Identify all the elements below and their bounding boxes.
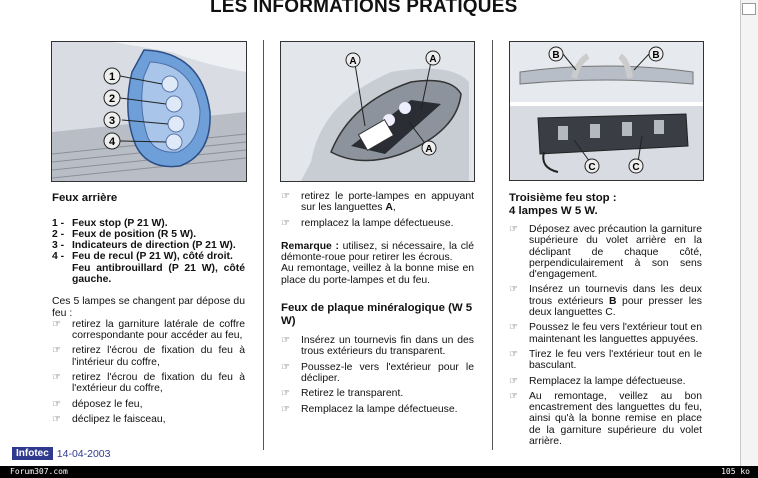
callout-a	[346, 53, 360, 67]
pointing-hand-icon: ☞	[52, 413, 61, 425]
list-item: Feu antibrouillard (P 21 W), côté gauche.	[72, 262, 245, 285]
svg-text:3: 3	[108, 115, 116, 127]
list-item: ☞ Poussez le feu vers l'extérieur tout en maintenant les languettes appuyées.	[509, 322, 702, 345]
list-item: ☞ Remplacez la lampe défectueuse.	[281, 403, 458, 415]
section-title: Feux de plaque minéralogique (W 5 W)	[281, 302, 473, 327]
svg-text:2: 2	[108, 93, 116, 105]
pointing-hand-icon: ☞	[281, 388, 290, 400]
page-edge	[740, 0, 758, 466]
list-item: ☞ Déposez avec précaution la garniture supérieure du volet arrière en la déclipant de chaque côté, perpendiculairement à son sens d'engagement.	[509, 224, 702, 281]
svg-text:B: B	[552, 50, 560, 61]
list-item: ☞ déposez le feu,	[52, 398, 143, 410]
page-title: LES INFORMATIONS PRATIQUES	[210, 0, 518, 17]
callout-2	[104, 90, 120, 106]
column-third-stop-light	[509, 192, 702, 451]
list-item: ☞ Au remontage, veillez au bon encastrement des languettes du feu, ainsi qu'à la bonne remise en place de la garniture supérieure du volet arrière.	[509, 390, 702, 448]
section-title: Troisième feu stop : 4 lampes W 5 W.	[509, 192, 617, 217]
infotec-footer	[12, 447, 111, 460]
pointing-hand-icon: ☞	[509, 375, 518, 387]
list-item: ☞ retirez l'écrou de fixation du feu à l'intérieur du coffre,	[52, 345, 245, 368]
remount-text: Au remontage, veillez à la bonne mise en place du porte-lampes et du feu.	[281, 263, 474, 286]
svg-text:4: 4	[108, 136, 116, 148]
list-item: 3 - Indicateurs de direction (P 21 W).	[52, 240, 236, 252]
pointing-hand-icon: ☞	[509, 348, 518, 360]
column-lamp-holder	[281, 191, 474, 419]
section-title: Feux arrière	[52, 192, 118, 204]
callout-a	[422, 141, 436, 155]
list-item: ☞ Insérez un tournevis fin dans un des trous extérieurs du transparent.	[281, 335, 474, 358]
column-divider	[263, 40, 264, 450]
steps-list	[509, 224, 702, 447]
intro-text: Ces 5 lampes se changent par dépose du feu :	[52, 296, 245, 319]
callout-c	[629, 159, 643, 173]
pointing-hand-icon: ☞	[52, 398, 61, 410]
list-item: 1 - Feux stop (P 21 W).	[52, 217, 168, 229]
list-item: ☞ déclipez le faisceau,	[52, 413, 166, 425]
svg-text:A: A	[429, 54, 437, 65]
callout-b	[649, 47, 663, 61]
site-label: Forum307.com	[10, 467, 68, 476]
callout-a	[426, 51, 440, 65]
steps-list	[281, 335, 474, 415]
remark-text: Remarque : utilisez, si nécessaire, la clé démonte-roue pour retirer les écrous.	[281, 240, 474, 264]
list-item: 2 - Feux de position (R 5 W).	[52, 228, 197, 240]
svg-text:A: A	[349, 56, 357, 67]
pointing-hand-icon: ☞	[281, 361, 290, 373]
lamp-list	[52, 218, 245, 286]
svg-text:C: C	[632, 162, 640, 173]
list-item: ☞ remplacez la lampe défectueuse.	[281, 217, 454, 229]
pointing-hand-icon: ☞	[52, 318, 61, 330]
list-item: ☞ Tirez le feu vers l'extérieur tout en le basculant.	[509, 348, 702, 372]
callout-b	[549, 47, 563, 61]
svg-text:1: 1	[108, 71, 116, 83]
pointing-hand-icon: ☞	[509, 284, 518, 296]
pointing-hand-icon: ☞	[52, 372, 61, 384]
column-divider	[492, 40, 493, 450]
bottom-status-bar	[0, 466, 758, 478]
callout-3	[104, 112, 120, 128]
list-item: ☞ Retirez le transparent.	[281, 388, 404, 400]
pointing-hand-icon: ☞	[509, 322, 518, 334]
pointing-hand-icon: ☞	[509, 224, 518, 235]
svg-text:C: C	[588, 162, 596, 173]
file-size: 105 ko	[721, 467, 750, 476]
stop-light-image	[509, 41, 704, 181]
pointing-hand-icon: ☞	[281, 191, 290, 202]
pointing-hand-icon: ☞	[52, 345, 61, 357]
lamp-holder-image	[280, 41, 475, 182]
pointing-hand-icon: ☞	[281, 403, 290, 415]
steps-list	[52, 319, 245, 425]
pointing-hand-icon: ☞	[509, 390, 518, 402]
list-item: 4 - Feu de recul (P 21 W), côté droit.	[52, 251, 233, 263]
infotec-logo: Infotec	[12, 447, 53, 460]
callout-c	[585, 159, 599, 173]
list-item: ☞ Remplacez la lampe défectueuse.	[509, 375, 686, 387]
list-item: ☞ retirez l'écrou de fixation du feu à l'extérieur du coffre,	[52, 372, 245, 395]
page-corner-icon	[742, 3, 756, 15]
infotec-date: 14-04-2003	[56, 447, 111, 460]
callout-4	[104, 133, 120, 149]
svg-text:A: A	[425, 144, 433, 155]
pointing-hand-icon: ☞	[281, 335, 290, 347]
list-item: ☞ retirez la garniture latérale de coffre correspondante pour accéder au feu,	[52, 318, 245, 342]
tail-light-image	[51, 41, 247, 182]
pointing-hand-icon: ☞	[281, 217, 290, 229]
column-tail-lights	[52, 192, 245, 429]
svg-text:B: B	[652, 50, 660, 61]
list-item: ☞ retirez le porte-lampes en appuyant sur les languettes A,	[281, 191, 474, 214]
list-item: ☞ Insérez un tournevis dans les deux trous extérieurs B pour presser les deux languettes C.	[509, 284, 702, 319]
list-item: ☞ Poussez-le vers l'extérieur pour le décliper.	[281, 361, 474, 384]
callout-1	[104, 68, 120, 84]
steps-list	[281, 191, 474, 229]
